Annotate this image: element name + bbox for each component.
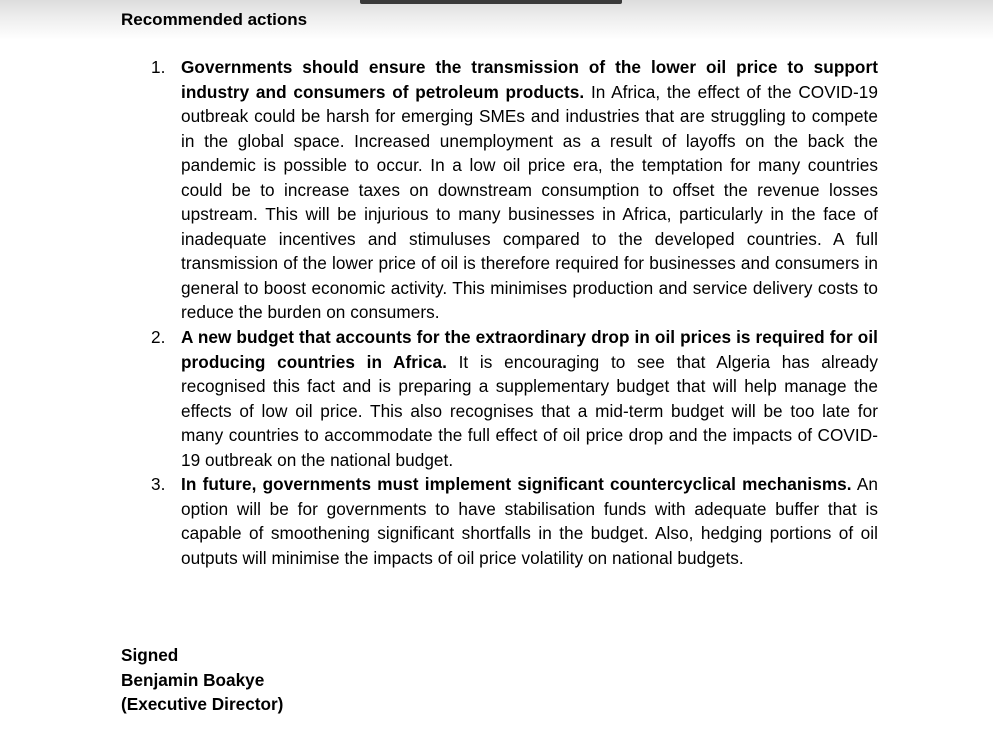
scrollbar-thumb[interactable] — [360, 0, 622, 4]
action-lead: In future, governments must implement significant countercyclical mechanisms. — [181, 474, 852, 495]
action-text: In Africa, the effect of the COVID-19 outbreak could be harsh for emerging SMEs and industries that are struggling to compete in the global space. Increased unemployment as a result of layoffs on the back the pandemic is possible to occur. In a low oil price era, the temptation for many countries could be to increase taxes on downstream consumption to offset the revenue losses upstream. This will be injurious to many businesses in Africa, particularly in the face of inadequate incentives and stimuluses compared to the developed countries. A full transmission of the lower price of oil is therefore required for businesses and consumers in general to boost economic activity. This minimises production and service delivery costs to reduce the burden on consumers. — [181, 81, 878, 323]
signatory-name: Benjamin Boakye — [121, 669, 265, 690]
section-heading: Recommended actions — [121, 10, 308, 29]
action-text: It is encouraging to see that Algeria has already recognised this fact and is preparing a supplementary budget that will help manage the effects of low oil price. This also recognises that a mid-term budget will be too late for many countries to accommodate the full effect of oil price drop and the impacts of COVID-19 outbreak on the national budget. — [181, 351, 878, 470]
action-number: 2. — [151, 327, 166, 348]
action-item — [151, 55, 878, 325]
action-lead: Governments should ensure the transmission of the lower oil price to support industry and consumers of petroleum products. — [181, 57, 878, 102]
action-number: 1. — [151, 57, 166, 77]
recommended-actions-list — [151, 55, 879, 570]
action-item — [151, 325, 878, 472]
action-text: An option will be for governments to have stabilisation funds with adequate buffer that is capable of smoothening significant shortfalls in the budget. Also, hedging portions of oil outputs will minimise the impacts of oil price volatility on national budgets. — [181, 474, 879, 568]
action-item — [151, 472, 879, 570]
action-number: 3. — [151, 474, 166, 495]
action-lead: A new budget that accounts for the extraordinary drop in oil prices is required for oil producing countries in Africa. — [181, 327, 878, 372]
signatory-title: (Executive Director) — [121, 694, 284, 714]
signature-block — [121, 643, 283, 717]
signed-label: Signed — [121, 645, 179, 665]
